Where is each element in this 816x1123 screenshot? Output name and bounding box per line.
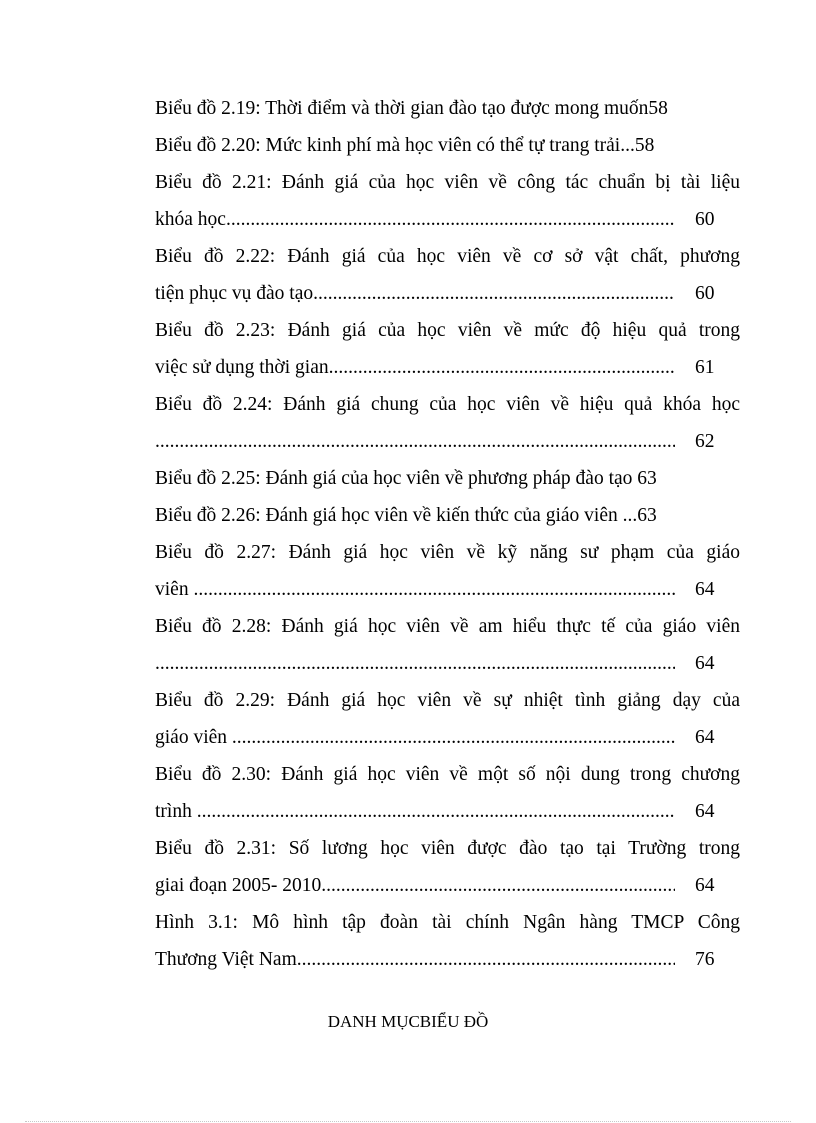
toc-entry-text: việc sử dụng thời gian	[155, 357, 329, 378]
toc-entry-text: Biểu đồ 2.27: Đánh giá học viên về kỹ năng sư phạm của giáo	[155, 542, 740, 563]
toc-entry-text: Biểu đồ 2.22: Đánh giá của học viên về cơ sở vật chất, phương	[155, 246, 740, 267]
toc-entry-text: Biểu đồ 2.25: Đánh giá của học viên về phương pháp đào tạo 63	[155, 468, 657, 489]
dot-leader	[321, 875, 675, 896]
section-heading: DANH MỤCBIỂU ĐỒ	[327, 1012, 489, 1031]
toc-entry-2-22-cont[interactable]	[155, 275, 740, 312]
toc-entry-2-30[interactable]	[155, 756, 740, 793]
toc-entry-text: Biểu đồ 2.21: Đánh giá của học viên về công tác chuẩn bị tài liệu	[155, 172, 740, 193]
toc-entry-2-30-cont[interactable]	[155, 793, 740, 830]
page-number: 64	[695, 875, 715, 896]
toc-entry-2-23[interactable]	[155, 312, 740, 349]
toc-entry-2-27-cont[interactable]	[155, 571, 740, 608]
toc-entry-3-1-cont[interactable]	[155, 941, 740, 978]
toc-entry-text: Biểu đồ 2.26: Đánh giá học viên về kiến thức của giáo viên ...63	[155, 505, 657, 526]
page-number: 64	[695, 653, 715, 674]
toc-entry-text: giáo viên	[155, 727, 232, 748]
page-bottom-rule	[25, 1121, 791, 1122]
toc-entry-text: viên	[155, 579, 194, 600]
toc-entry-2-24[interactable]	[155, 386, 740, 423]
toc-entry-2-27[interactable]	[155, 534, 740, 571]
toc-entry-text: Biểu đồ 2.19: Thời điểm và thời gian đào tạo được mong muốn58	[155, 98, 668, 119]
page-number: 60	[695, 283, 715, 304]
dot-leader	[226, 209, 675, 230]
toc-entry-2-21[interactable]	[155, 164, 740, 201]
toc-entry-text: Biểu đồ 2.20: Mức kinh phí mà học viên có thể tự trang trải...58	[155, 135, 655, 156]
toc-entry-2-22[interactable]	[155, 238, 740, 275]
toc-entry-text: khóa học	[155, 209, 226, 230]
page-number: 62	[695, 431, 715, 452]
toc-entry-text: giai đoạn 2005- 2010	[155, 875, 322, 896]
page-number: 61	[695, 357, 715, 378]
toc-entry-text: Biểu đồ 2.28: Đánh giá học viên về am hiểu thực tế của giáo viên	[155, 616, 740, 637]
toc-entry-2-19[interactable]	[155, 90, 740, 127]
dot-leader	[193, 579, 675, 600]
toc-entry-2-29[interactable]	[155, 682, 740, 719]
toc-entry-text: Thương Việt Nam	[155, 949, 297, 970]
toc-entry-3-1[interactable]	[155, 904, 740, 941]
toc-entry-text: trình	[155, 801, 197, 822]
toc-entry-2-29-cont[interactable]	[155, 719, 740, 756]
toc-entry-2-20[interactable]	[155, 127, 740, 164]
toc-entry-2-31[interactable]	[155, 830, 740, 867]
toc-entry-text: Biểu đồ 2.30: Đánh giá học viên về một số nội dung trong chương	[155, 764, 740, 785]
toc-entry-2-28[interactable]	[155, 608, 740, 645]
dot-leader	[329, 357, 675, 378]
page-number: 64	[695, 579, 715, 600]
dot-leader	[297, 949, 675, 970]
toc-entry-2-23-cont[interactable]	[155, 349, 740, 386]
dot-leader	[155, 431, 675, 452]
toc-entry-2-21-cont[interactable]	[155, 201, 740, 238]
page-number: 64	[695, 727, 715, 748]
toc-entry-text: Biểu đồ 2.24: Đánh giá chung của học viên về hiệu quả khóa học	[155, 394, 740, 415]
dot-leader	[232, 727, 675, 748]
page-number: 64	[695, 801, 715, 822]
toc-entry-text: tiện phục vụ đào tạo	[155, 283, 314, 304]
page-number: 76	[695, 949, 715, 970]
toc-entry-text: Biểu đồ 2.29: Đánh giá học viên về sự nhiệt tình giảng dạy của	[155, 690, 740, 711]
dot-leader	[155, 653, 675, 674]
toc-entry-text: Biểu đồ 2.31: Số lương học viên được đào tạo tại Trường trong	[155, 838, 740, 859]
toc-entry-2-26[interactable]	[155, 497, 740, 534]
dot-leader	[313, 283, 675, 304]
toc-entry-2-31-cont[interactable]	[155, 867, 740, 904]
toc-entry-2-28-cont[interactable]	[155, 645, 740, 682]
page-number: 60	[695, 209, 715, 230]
toc-entry-2-24-cont[interactable]	[155, 423, 740, 460]
dot-leader	[197, 801, 675, 822]
toc-entry-2-25[interactable]	[155, 460, 740, 497]
figure-list	[155, 90, 740, 978]
toc-entry-text: Hình 3.1: Mô hình tập đoàn tài chính Ngân hàng TMCP Công	[155, 912, 740, 933]
toc-entry-text: Biểu đồ 2.23: Đánh giá của học viên về mức độ hiệu quả trong	[155, 320, 740, 341]
